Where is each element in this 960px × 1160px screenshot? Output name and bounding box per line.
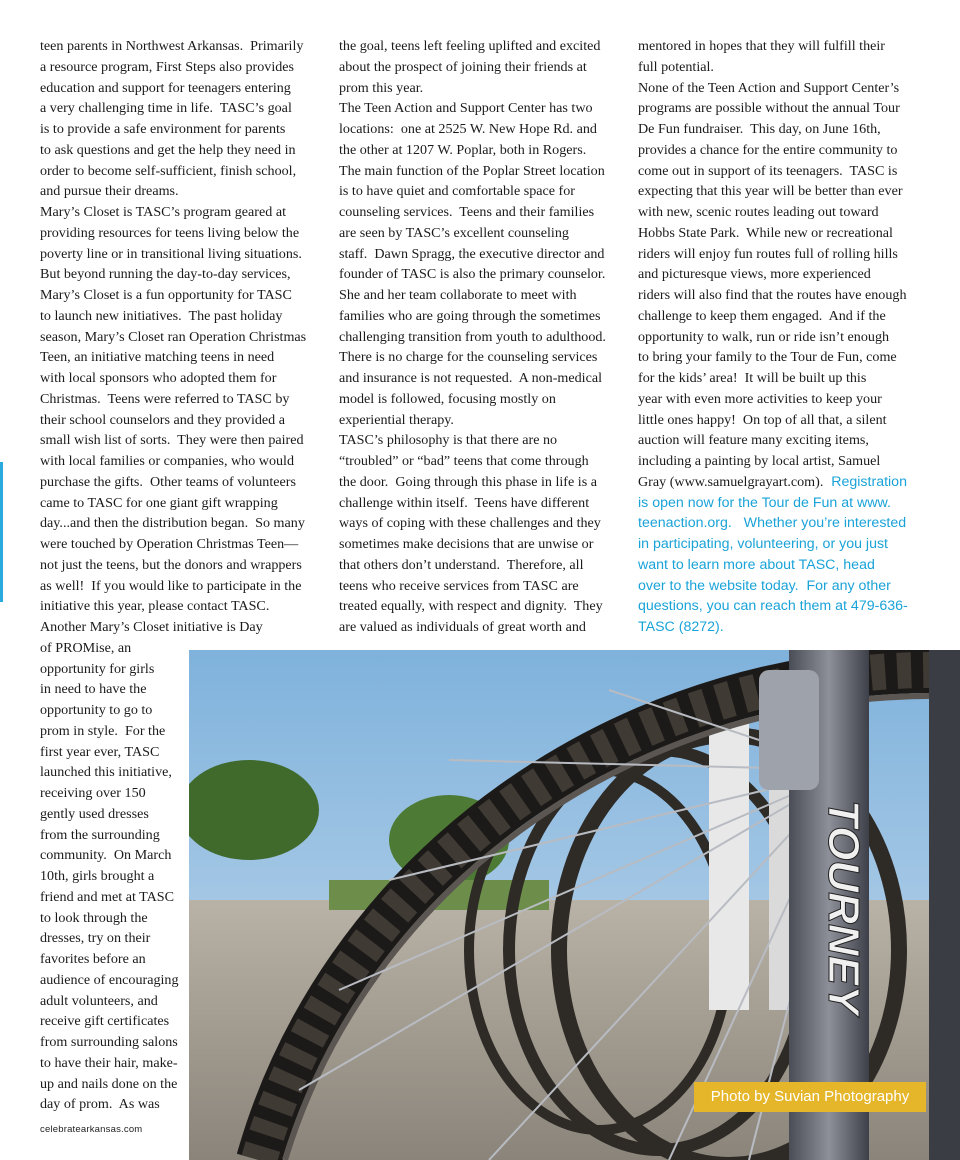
text-line: riders will enjoy fun routes full of rolling hills xyxy=(638,245,898,262)
fork-brand-text: TOURNEY xyxy=(819,800,868,1015)
text-line: counseling services. Teens and their families xyxy=(339,204,595,220)
text-line: challenge within itself. Teens have different xyxy=(339,494,590,511)
text-line: teen parents in Northwest Arkansas. Primarily xyxy=(40,38,304,54)
text-line: 10th, girls brought a xyxy=(40,868,155,884)
text-line: initiative this year, please contact TASC. xyxy=(40,598,270,615)
text-line: the door. Going through this phase in life is a xyxy=(339,473,597,490)
text-line: with new, scenic routes leading out toward xyxy=(638,204,879,220)
text-line: including a painting by local artist, Samuel xyxy=(638,453,881,469)
text-line: challenging transition from youth to adulthood. xyxy=(339,328,606,345)
text-line: audience of encouraging xyxy=(40,971,179,988)
text-line: adult volunteers, and xyxy=(40,992,158,1009)
text-line: Christmas. Teens were referred to TASC by xyxy=(40,390,290,407)
text-line: first year ever, TASC xyxy=(40,743,160,760)
text-line: full potential. xyxy=(638,58,714,75)
text-line: are seen by TASC’s excellent counseling xyxy=(339,224,569,241)
text-line: little ones happy! On top of all that, a silent xyxy=(638,411,887,428)
text-line: that others don’t understand. Therefore, all xyxy=(339,556,584,573)
text-line: from the surrounding xyxy=(40,826,160,843)
text-line xyxy=(638,472,928,493)
text-line: with local sponsors who adopted them for xyxy=(40,370,277,386)
text-line: receiving over 150 xyxy=(40,785,146,801)
text-line: and pursue their dreams. xyxy=(40,183,179,200)
text-line: Mary’s Closet is TASC’s program geared at xyxy=(40,204,286,220)
text-line: to launch new initiatives. The past holiday xyxy=(40,307,283,324)
text-line: of PROMise, an xyxy=(40,639,132,656)
text-line: education and support for teenagers entering xyxy=(40,79,291,96)
text-line: their school counselors and they provided a xyxy=(40,411,286,428)
text-line: challenge to keep them engaged. And if the xyxy=(638,307,886,324)
text-line: providing resources for teens living below the xyxy=(40,224,300,241)
text-line: to have their hair, make- xyxy=(40,1054,178,1071)
text-line: order to become self-sufficient, finish school, xyxy=(40,162,297,179)
text-line: about the prospect of joining their friends at xyxy=(339,58,587,75)
text-line: prom in style. For the xyxy=(40,722,166,739)
text-line: opportunity for girls xyxy=(40,660,155,677)
text-line: dresses, try on their xyxy=(40,930,151,947)
registration-link-text: Registration xyxy=(823,473,907,490)
photo-credit: Photo by Suvian Photography xyxy=(694,1082,926,1112)
registration-info-line: questions, you can reach them at 479-636- xyxy=(638,598,908,615)
registration-info-line: teenaction.org. Whether you’re interested xyxy=(638,515,907,532)
text-line: favorites before an xyxy=(40,951,146,967)
text-line: The Teen Action and Support Center has two xyxy=(339,100,593,117)
text-line: and picturesque views, more experienced xyxy=(638,266,871,283)
text-line: locations: one at 2525 W. New Hope Rd. and xyxy=(339,121,597,137)
footer-url: celebratearkansas.com xyxy=(40,1124,143,1135)
text-line: There is no charge for the counseling services xyxy=(339,349,598,366)
registration-info-line: is open now for the Tour de Fun at www. xyxy=(638,494,891,511)
text-line: opportunity to walk, run or ride isn’t enough xyxy=(638,328,890,345)
text-line: TASC’s philosophy is that there are no xyxy=(339,432,558,449)
text-line: are valued as individuals of great worth and xyxy=(339,619,586,635)
text-line: the other at 1207 W. Poplar, both in Rogers. xyxy=(339,141,587,158)
text-line: with local families or companies, who would xyxy=(40,453,295,469)
text-line: the goal, teens left feeling uplifted and excited xyxy=(339,38,601,54)
text-column-3 xyxy=(638,36,928,638)
text-line: friend and met at TASC xyxy=(40,888,175,905)
text-line: Hobbs State Park. While new or recreational xyxy=(638,224,893,241)
text-line: Another Mary’s Closet initiative is Day xyxy=(40,619,263,635)
text-line: sometimes make decisions that are unwise or xyxy=(339,536,594,552)
text-line: provides a chance for the entire community to xyxy=(638,141,898,158)
text-line: came to TASC for one giant gift wrapping xyxy=(40,494,278,511)
registration-info-line: over to the website today. For any other xyxy=(638,577,891,594)
text-line: The main function of the Poplar Street location xyxy=(339,162,605,179)
text-line: to bring your family to the Tour de Fun, come xyxy=(638,349,897,366)
text-line: launched this initiative, xyxy=(40,764,172,781)
text-line: Mary’s Closet is a fun opportunity for TASC xyxy=(40,287,292,303)
text-line: not just the teens, but the donors and wrappers xyxy=(40,556,302,573)
text-line-part: Gray (www.samuelgrayart.com). xyxy=(638,473,824,490)
edge-accent-bar xyxy=(0,462,3,602)
text-line: community. On March xyxy=(40,847,172,864)
text-line: gently used dresses xyxy=(40,805,149,822)
text-line: ways of coping with these challenges and they xyxy=(339,515,601,532)
text-line: and insurance is not requested. A non-medical xyxy=(339,370,603,386)
text-line: to ask questions and get the help they need in xyxy=(40,141,296,158)
text-line: up and nails done on the xyxy=(40,1075,178,1092)
text-line: prom this year. xyxy=(339,79,424,96)
text-line: in need to have the xyxy=(40,681,147,698)
text-line: poverty line or in transitional living situations. xyxy=(40,245,302,262)
registration-info-line: want to learn more about TASC, head xyxy=(638,556,875,573)
text-line: mentored in hopes that they will fulfill their xyxy=(638,38,885,54)
text-line: expecting that this year will be better than ever xyxy=(638,183,903,200)
text-line: families who are going through the sometimes xyxy=(339,307,601,324)
text-line: None of the Teen Action and Support Center’s xyxy=(638,79,900,96)
text-line: for the kids’ area! It will be built up this xyxy=(638,370,867,386)
text-line: small wish list of sorts. They were then paired xyxy=(40,432,304,449)
text-line: She and her team collaborate to meet with xyxy=(339,287,577,303)
text-line: experiential therapy. xyxy=(339,411,454,428)
text-line: teens who receive services from TASC are xyxy=(339,577,579,594)
text-line: receive gift certificates xyxy=(40,1013,170,1030)
text-line: staff. Dawn Spragg, the executive director and xyxy=(339,245,605,262)
registration-info-line: TASC (8272). xyxy=(638,619,724,635)
text-line: purchase the gifts. Other teams of volunteers xyxy=(40,473,296,490)
text-line: a resource program, First Steps also provides xyxy=(40,58,295,75)
text-line: programs are possible without the annual Tour xyxy=(638,100,900,117)
text-line: De Fun fundraiser. This day, on June 16th, xyxy=(638,121,881,137)
text-line: model is followed, focusing mostly on xyxy=(339,390,556,407)
registration-info-line: in participating, volunteering, or you just xyxy=(638,536,888,552)
text-line: founder of TASC is also the primary counselor. xyxy=(339,266,606,283)
text-line: “troubled” or “bad” teens that come through xyxy=(339,453,589,469)
text-line: But beyond running the day-to-day services, xyxy=(40,266,291,283)
text-line: were touched by Operation Christmas Teen— xyxy=(40,536,299,552)
text-line: season, Mary’s Closet ran Operation Christmas xyxy=(40,328,307,345)
text-line: riders will also find that the routes have enough xyxy=(638,287,907,303)
text-line: come out in support of its teenagers. TASC is xyxy=(638,162,898,179)
text-line: opportunity to go to xyxy=(40,702,153,718)
text-line: year with even more activities to keep your xyxy=(638,390,882,407)
text-line: from surrounding salons xyxy=(40,1034,178,1050)
text-line: to look through the xyxy=(40,909,148,926)
text-line: as well! If you would like to participate in the xyxy=(40,577,302,594)
text-line: auction will feature many exciting items, xyxy=(638,432,869,449)
text-line: is to provide a safe environment for parents xyxy=(40,121,286,137)
text-line: day of prom. As was xyxy=(40,1096,160,1113)
text-line: treated equally, with respect and dignity. They xyxy=(339,598,603,615)
text-line: is to have quiet and comfortable space for xyxy=(339,183,575,200)
text-line: a very challenging time in life. TASC’s goal xyxy=(40,100,292,117)
text-column-2 xyxy=(339,36,624,638)
text-line: day...and then the distribution began. So many xyxy=(40,515,305,532)
text-line: Teen, an initiative matching teens in need xyxy=(40,349,275,366)
